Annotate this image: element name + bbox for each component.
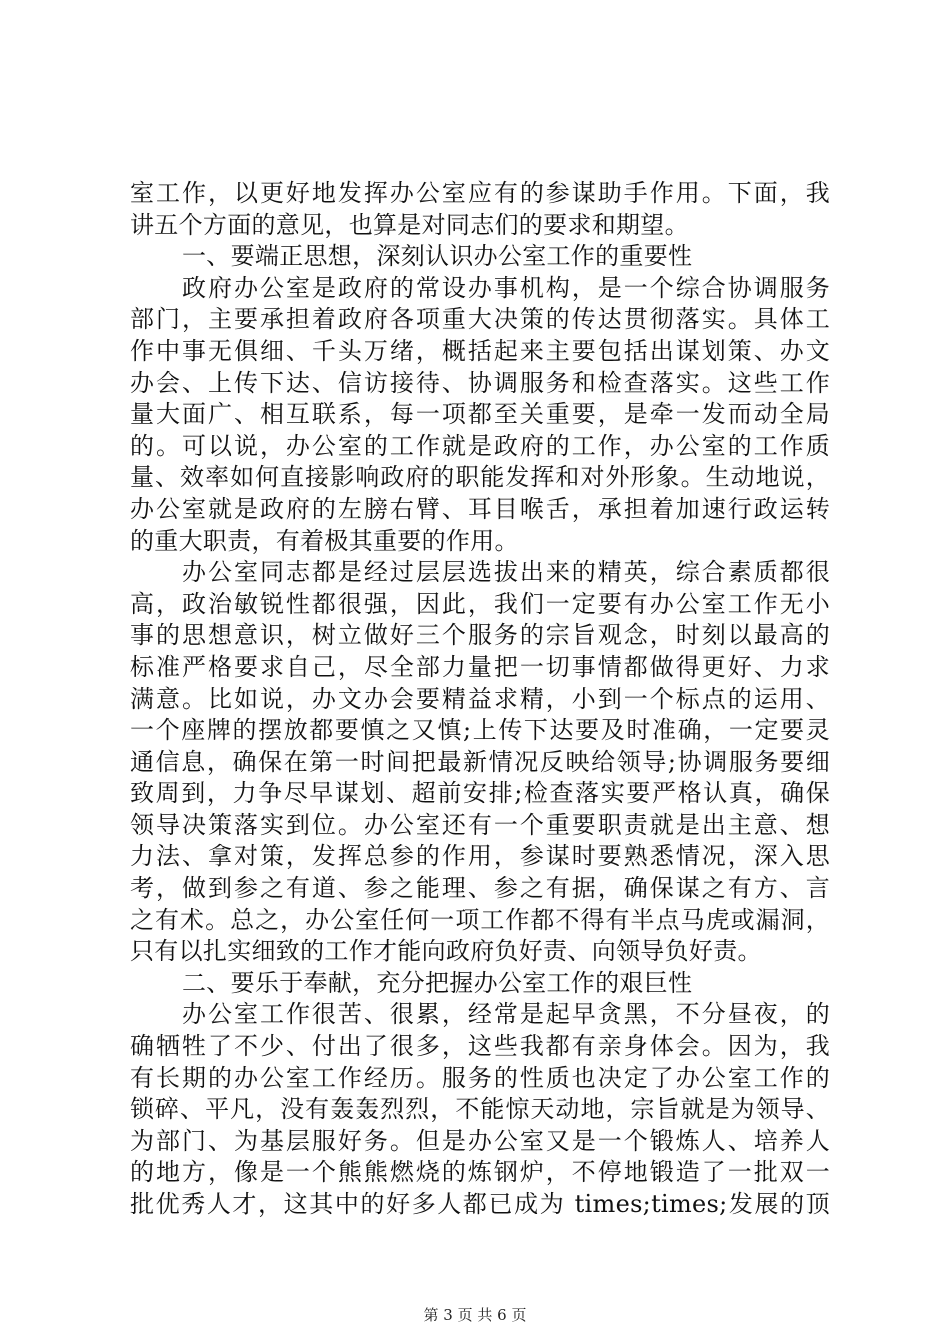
text-line: 作中事无俱细、千头万绪，概括起来主要包括出谋划策、办文 [130,336,830,365]
text-line: 的。可以说，办公室的工作就是政府的工作，办公室的工作质 [130,431,830,460]
text-line: 办公室就是政府的左膀右臂、耳目喉舌，承担着加速行政运转 [130,494,830,523]
text-line: 量大面广、相互联系，每一项都至关重要，是牵一发而动全局 [130,400,830,429]
text-line: 考，做到参之有道、参之能理、参之有据，确保谋之有方、言 [130,874,830,903]
text-line: 室工作，以更好地发挥办公室应有的参谋助手作用。下面，我 [130,179,830,207]
page-footer: 第 3 页 共 6 页 [423,1306,527,1324]
text-line: 政府办公室是政府的常设办事机构，是一个综合协调服务 [182,273,830,302]
text-line: 高，政治敏锐性都很强，因此，我们一定要有办公室工作无小 [130,589,830,618]
text-line: 确牺牲了不少、付出了很多，这些我都有亲身体会。因为，我 [130,1032,830,1061]
document-body [130,178,830,1221]
text-line: 批优秀人才，这其中的好多人都已成为 times;times;发展的顶 [130,1190,830,1218]
text-line: 办公室工作很苦、很累，经常是起早贪黑，不分昼夜，的 [182,1000,830,1029]
text-line: 领导决策落实到位。办公室还有一个重要职责就是出主意、想 [130,810,830,839]
text-line: 只有以扎实细致的工作才能向政府负好责、向领导负好责。 [130,937,762,966]
text-line: 量、效率如何直接影响政府的职能发挥和对外形象。生动地说， [130,463,830,492]
text-line: 一个座牌的摆放都要慎之又慎;上传下达要及时准确，一定要灵 [130,716,830,745]
text-line: 办会、上传下达、信访接待、协调服务和检查落实。这些工作 [130,368,830,397]
text-line: 讲五个方面的意见，也算是对同志们的要求和期望。 [130,210,689,239]
text-line: 致周到，力争尽早谋划、超前安排;检查落实要严格认真，确保 [130,779,830,808]
text-line: 为部门、为基层服好务。但是办公室又是一个锻炼人、培养人 [130,1126,830,1155]
text-line: 之有术。总之，办公室任何一项工作都不得有半点马虎或漏洞， [130,905,830,934]
text-line: 锁碎、平凡，没有轰轰烈烈，不能惊天动地，宗旨就是为领导、 [130,1095,830,1124]
text-line: 力法、拿对策，发挥总参的作用，参谋时要熟悉情况，深入思 [130,842,830,871]
text-line: 一、要端正思想，深刻认识办公室工作的重要性 [182,242,693,271]
text-line: 满意。比如说，办文办会要精益求精，小到一个标点的运用、 [130,684,830,713]
text-line: 的地方，像是一个熊熊燃烧的炼钢炉，不停地锻造了一批双一 [130,1158,830,1187]
text-line: 二、要乐于奉献，充分把握办公室工作的艰巨性 [182,968,693,997]
text-line: 有长期的办公室工作经历。服务的性质也决定了办公室工作的 [130,1063,830,1092]
text-line: 通信息，确保在第一时间把最新情况反映给领导;协调服务要细 [130,747,830,776]
text-line: 的重大职责，有着极其重要的作用。 [130,526,519,555]
text-line: 办公室同志都是经过层层选拔出来的精英，综合素质都很 [182,558,830,587]
text-line: 事的思想意识，树立做好三个服务的宗旨观念，时刻以最高的 [130,621,830,650]
text-line: 部门，主要承担着政府各项重大决策的传达贯彻落实。具体工 [130,305,830,334]
text-line: 标准严格要求自己，尽全部力量把一切事情都做得更好、力求 [130,652,830,681]
